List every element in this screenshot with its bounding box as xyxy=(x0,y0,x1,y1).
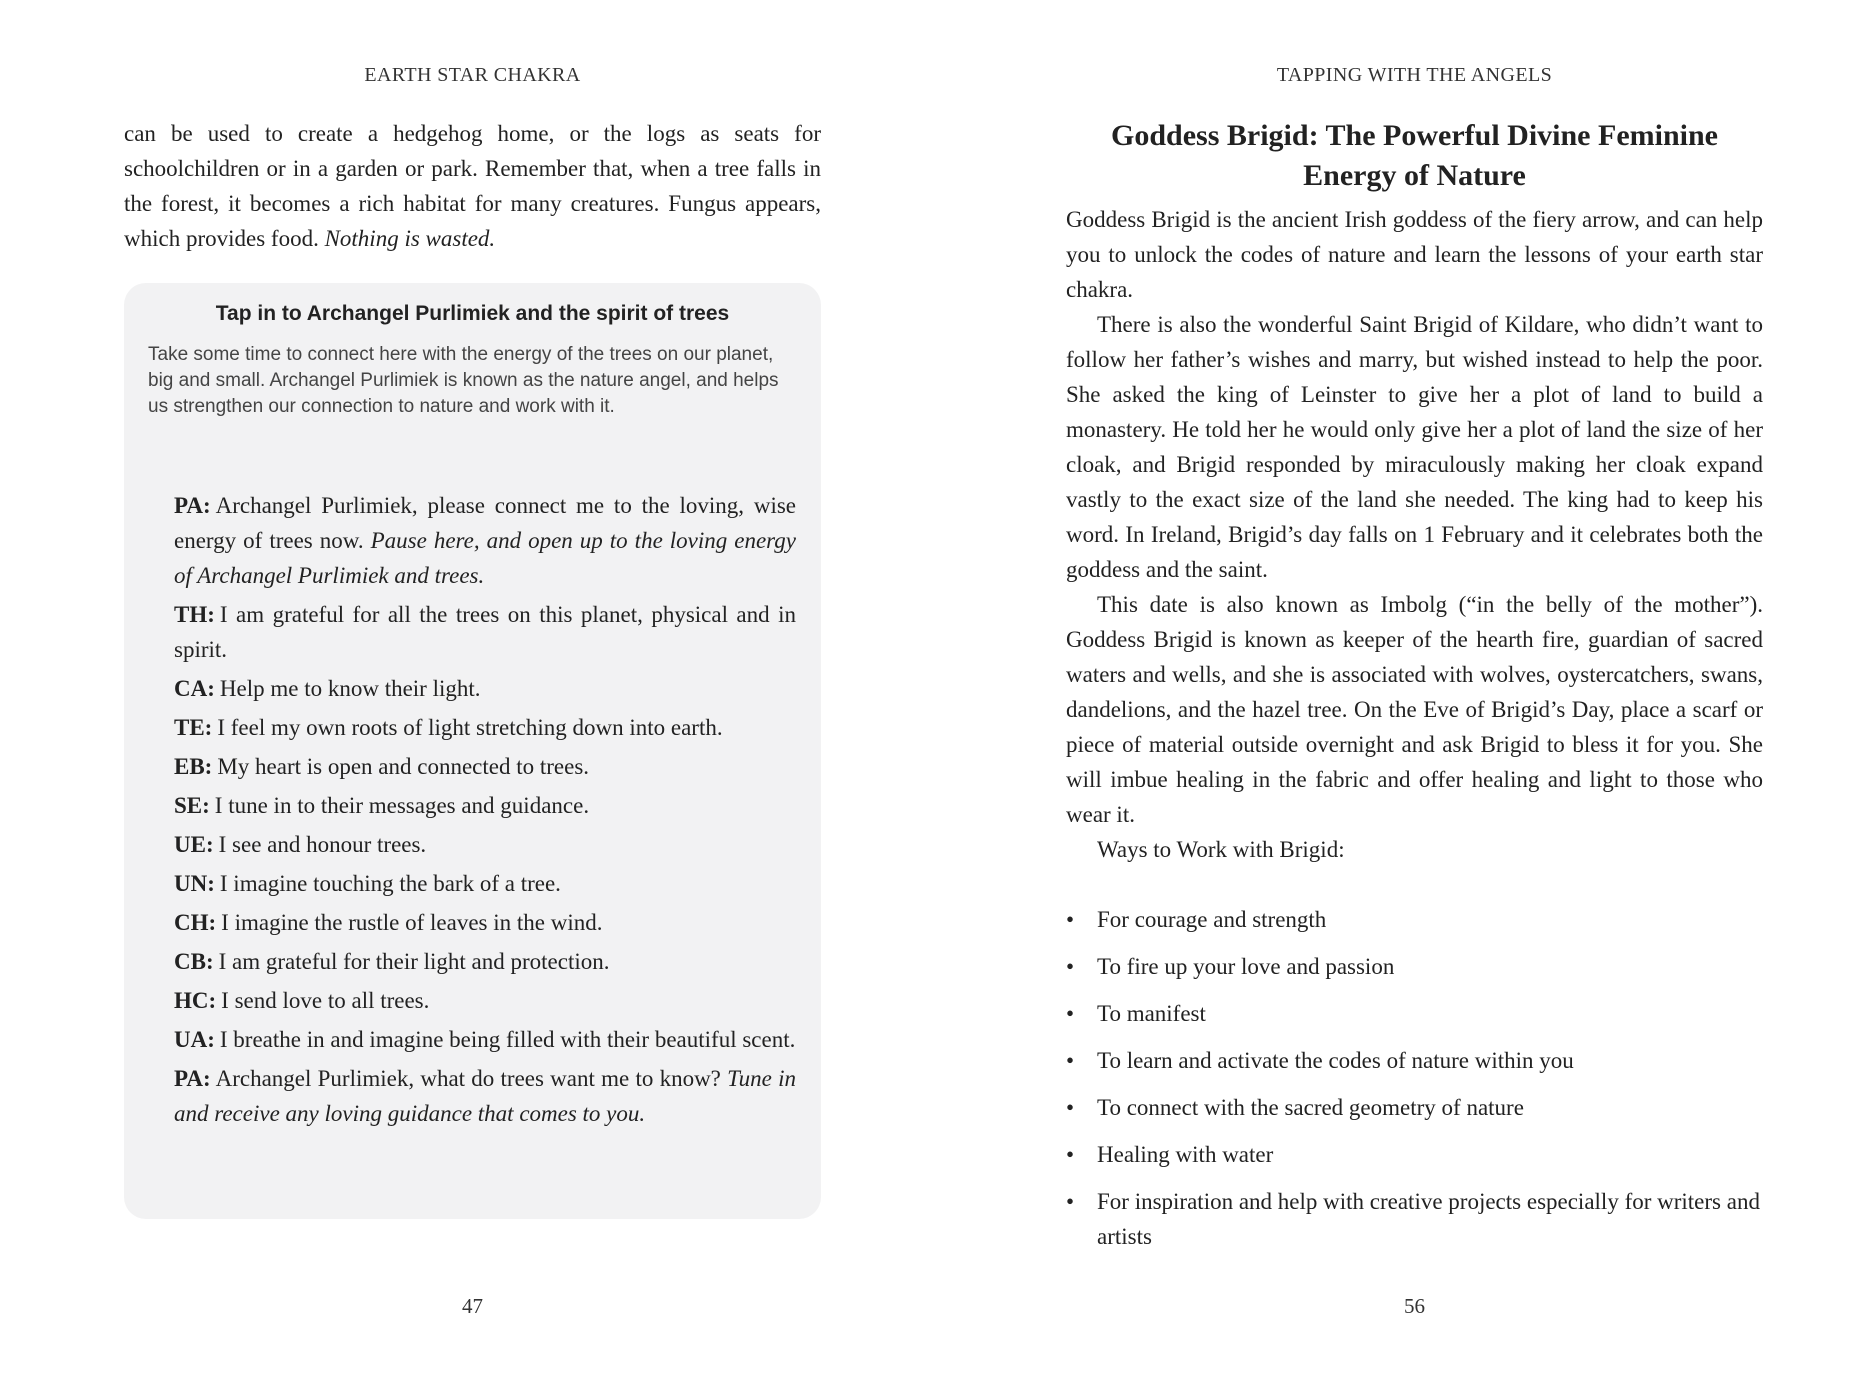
bullet-icon: • xyxy=(1066,1095,1075,1120)
running-head: TAPPING WITH THE ANGELS xyxy=(1276,64,1553,86)
tapping-cue: Pause here, and open up to the loving energy of Archangel Purlimiek and trees. xyxy=(174,528,796,588)
tapping-point-label: PA: xyxy=(174,493,211,518)
tapping-statement: Help me to know their light. xyxy=(219,676,481,701)
tapping-point-label: PA: xyxy=(174,1066,211,1091)
body-text xyxy=(1066,202,1763,867)
tapping-statement: I send love to all trees. xyxy=(221,988,430,1013)
tapping-statement: I see and honour trees. xyxy=(218,832,427,857)
box-intro: Take some time to connect here with the energy of the trees on our planet, big and small. Archangel Purlimiek is known as the nature angel, and helps us strengthen our connection to nature and work with it. xyxy=(148,344,779,417)
tapping-statement: My heart is open and connected to trees. xyxy=(217,754,590,779)
tapping-point-label: UA: xyxy=(174,1027,215,1052)
bullet-text: For inspiration and help with creative projects especially for writers and artists xyxy=(1097,1189,1760,1249)
tapping-point-label: EB: xyxy=(174,754,213,779)
bullet-icon: • xyxy=(1066,1001,1075,1026)
bullet-text: To fire up your love and passion xyxy=(1097,954,1395,979)
bullet-text: Healing with water xyxy=(1097,1142,1274,1167)
tapping-line xyxy=(174,905,796,940)
intro-paragraph xyxy=(124,116,821,256)
tapping-line xyxy=(174,749,796,784)
bullet-item xyxy=(1066,949,1763,984)
tapping-point-label: SE: xyxy=(174,793,210,818)
tapping-script xyxy=(174,488,796,1135)
bullet-item xyxy=(1066,996,1763,1031)
tapping-statement: I am grateful for their light and protection. xyxy=(218,949,610,974)
tapping-line xyxy=(174,866,796,901)
tapping-statement: I imagine touching the bark of a tree. xyxy=(219,871,561,896)
tapping-line xyxy=(174,944,796,979)
tapping-point-label: HC: xyxy=(174,988,217,1013)
paragraph: This date is also known as Imbolg (“in the belly of the mother”). Goddess Brigid is known as keeper of the hearth fire, guardian of sacred waters and wells, and she is associated with wolves, oystercatchers, swans, dandelions, and the hazel tree. On the Eve of Brigid’s Day, place a scarf or piece of material outside overnight and ask Brigid to bless it for you. She will imbue healing in the fabric and offer healing and light to those who wear it. xyxy=(1066,592,1763,827)
bullet-icon: • xyxy=(1066,954,1075,979)
bullet-text: To connect with the sacred geometry of nature xyxy=(1097,1095,1524,1120)
bullet-icon: • xyxy=(1066,907,1075,932)
tapping-point-label: TE: xyxy=(174,715,213,740)
page-number: 56 xyxy=(1404,1294,1425,1318)
tapping-statement: I breathe in and imagine being filled with their beautiful scent. xyxy=(219,1027,796,1052)
tapping-line xyxy=(174,788,796,823)
bullet-text: To learn and activate the codes of nature within you xyxy=(1097,1048,1574,1073)
bullet-item xyxy=(1066,1184,1763,1254)
tapping-line xyxy=(174,488,796,593)
bullet-icon: • xyxy=(1066,1048,1075,1073)
page-number: 47 xyxy=(462,1294,483,1318)
bullet-icon: • xyxy=(1066,1142,1075,1167)
bullet-item xyxy=(1066,902,1763,937)
paragraph: Goddess Brigid is the ancient Irish goddess of the fiery arrow, and can help you to unlock the codes of nature and learn the lessons of your earth star chakra. xyxy=(1066,207,1763,302)
bullet-item xyxy=(1066,1043,1763,1078)
tapping-line xyxy=(174,710,796,745)
tapping-line xyxy=(174,1061,796,1131)
paragraph: There is also the wonderful Saint Brigid of Kildare, who didn’t want to follow her father’s wishes and marry, but wished instead to help the poor. She asked the king of Leinster to give her a plot of land to build a monastery. He told her he would only give her a plot of land the size of her cloak, and Brigid responded by miraculously making her cloak expand vastly to the exact size of the land she needed. The king had to keep his word. In Ireland, Brigid’s day falls on 1 February and it celebrates both the goddess and the saint. xyxy=(1066,312,1763,582)
tapping-point-label: CB: xyxy=(174,949,214,974)
intro-emphasis: Nothing is wasted. xyxy=(324,226,496,251)
bullet-item xyxy=(1066,1090,1763,1125)
bullet-text: To manifest xyxy=(1097,1001,1206,1026)
left-page xyxy=(124,0,821,1400)
tapping-statement: I imagine the rustle of leaves in the wind. xyxy=(221,910,603,935)
tapping-line xyxy=(174,1022,796,1057)
tapping-statement: I feel my own roots of light stretching down into earth. xyxy=(217,715,723,740)
heading-line-1: Goddess Brigid: The Powerful Divine Feminine xyxy=(1111,119,1718,152)
bullet-item xyxy=(1066,1137,1763,1172)
tapping-line xyxy=(174,597,796,667)
tapping-point-label: TH: xyxy=(174,602,215,627)
tapping-point-label: CA: xyxy=(174,676,215,701)
box-title: Tap in to Archangel Purlimiek and the spirit of trees xyxy=(215,302,730,325)
tapping-line xyxy=(174,983,796,1018)
right-page xyxy=(1066,0,1763,1400)
tapping-statement: I tune in to their messages and guidance. xyxy=(214,793,590,818)
bullet-text: For courage and strength xyxy=(1097,907,1327,932)
tapping-line xyxy=(174,671,796,706)
tapping-statement: Archangel Purlimiek, what do trees want me to know? xyxy=(215,1066,721,1091)
intro-text: can be used to create a hedgehog home, or the logs as seats for schoolchildren or in a garden or park. Remember that, when a tree falls in the forest, it becomes a rich habitat for many creatures. Fungus appears, which provides food. xyxy=(124,121,821,251)
running-head: EARTH STAR CHAKRA xyxy=(364,64,581,86)
heading-line-2: Energy of Nature xyxy=(1303,159,1526,192)
bullet-icon: • xyxy=(1066,1189,1075,1214)
section-heading xyxy=(1066,116,1763,196)
tapping-line xyxy=(174,827,796,862)
tapping-statement: I am grateful for all the trees on this planet, physical and in spirit. xyxy=(174,602,796,662)
tapping-point-label: CH: xyxy=(174,910,217,935)
paragraph: Ways to Work with Brigid: xyxy=(1097,837,1345,862)
tapping-cue: Tune in and receive any loving guidance that comes to you. xyxy=(174,1066,796,1126)
tapping-point-label: UN: xyxy=(174,871,215,896)
bullet-list xyxy=(1066,902,1763,1266)
tapping-statement: Archangel Purlimiek, please connect me to the loving, wise energy of trees now. xyxy=(174,493,796,553)
tapping-point-label: UE: xyxy=(174,832,214,857)
